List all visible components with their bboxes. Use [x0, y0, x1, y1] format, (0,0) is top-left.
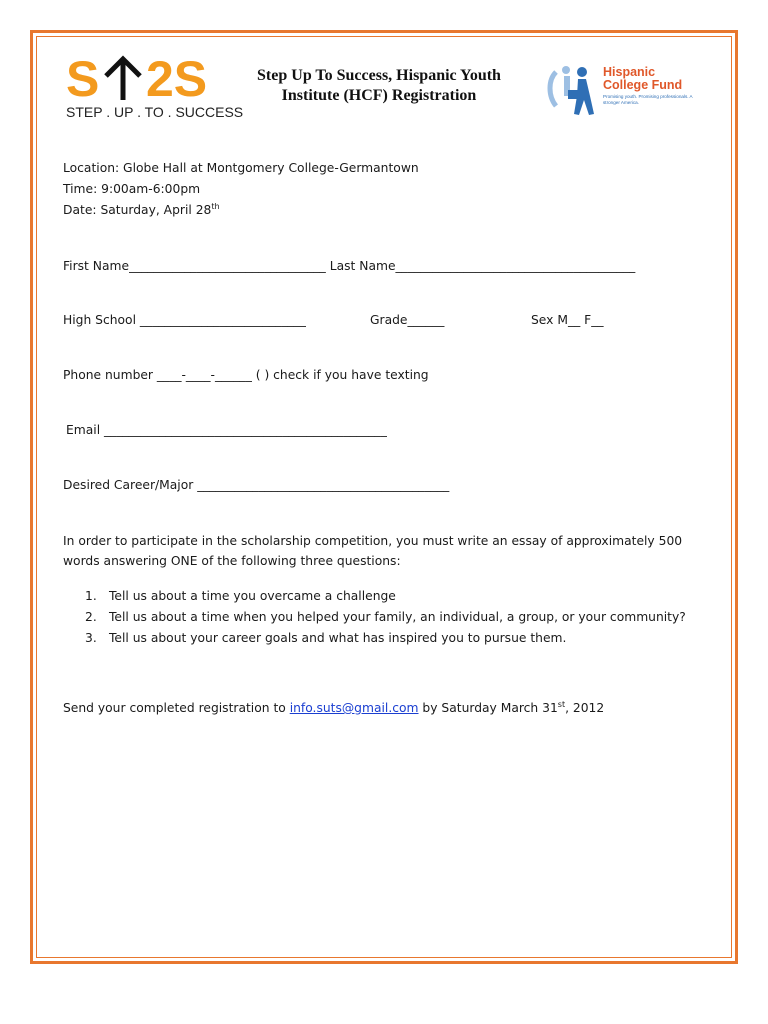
essay-question-text: Tell us about your career goals and what has inspired you to pursue them.	[109, 631, 567, 645]
suts-logo-tagline: STEP . UP . TO . SUCCESS	[66, 104, 244, 120]
email-field[interactable]: Email ______________________________________________	[66, 423, 387, 437]
essay-question-number: 2.	[85, 610, 97, 624]
submission-year: , 2012	[565, 701, 605, 715]
suts-logo	[66, 54, 244, 124]
hcf-logo	[546, 62, 706, 120]
high-school-field[interactable]: High School ___________________________	[63, 313, 306, 327]
suts-logo-letters-2s: 2S	[146, 54, 208, 102]
essay-question-text: Tell us about a time when you helped your family, an individual, a group, or your community?	[109, 610, 686, 624]
event-date-text: Date: Saturday, April 28	[63, 203, 212, 217]
arrow-up-icon	[106, 59, 140, 100]
event-location: Location: Globe Hall at Montgomery College-Germantown	[63, 161, 419, 175]
essay-question-text: Tell us about a time you overcame a challenge	[109, 589, 396, 603]
event-time: Time: 9:00am-6:00pm	[63, 182, 201, 196]
page-title-line2: Institute (HCF) Registration	[281, 87, 477, 104]
submission-deadline: by Saturday March 31	[418, 701, 558, 715]
essay-question-number: 3.	[85, 631, 97, 645]
name-fields[interactable]: First Name________________________________ Last Name_______________________________________	[63, 259, 636, 273]
sex-field[interactable]: Sex M__ F__	[531, 313, 604, 327]
contact-email-link[interactable]: info.suts@gmail.com	[289, 701, 419, 715]
event-date-suffix: th	[211, 202, 220, 211]
essay-question	[63, 586, 713, 607]
page-title-line1: Step Up To Success, Hispanic Youth	[257, 67, 501, 84]
submission-prefix: Send your completed registration to	[63, 701, 290, 715]
page-title	[236, 66, 522, 106]
essay-question-number: 1.	[85, 589, 97, 603]
essay-questions	[63, 586, 713, 649]
grade-field[interactable]: Grade______	[370, 313, 445, 327]
submission-instructions	[63, 700, 604, 716]
hcf-logo-name-line1: Hispanic	[603, 65, 656, 79]
suts-logo-mark	[66, 54, 226, 102]
submission-deadline-suffix: st	[557, 700, 566, 709]
hcf-logo-name	[603, 66, 682, 92]
essay-instructions-line2: words answering ONE of the following three questions:	[63, 554, 401, 568]
essay-instructions	[63, 531, 703, 571]
phone-field[interactable]: Phone number ____-____-______ ( ) check if you have texting	[63, 368, 429, 382]
event-date	[63, 202, 220, 218]
hcf-logo-name-line2: College Fund	[603, 78, 683, 92]
essay-instructions-line1: In order to participate in the scholarship competition, you must write an essay of approximately 500	[63, 534, 683, 548]
career-field[interactable]: Desired Career/Major _________________________________________	[63, 478, 450, 492]
suts-logo-letter-s: S	[66, 54, 100, 102]
hcf-figures-icon	[546, 62, 602, 120]
essay-question	[63, 607, 713, 628]
essay-question	[63, 628, 713, 649]
hcf-logo-tagline: Promising youth. Promising professionals. A stronger America.	[603, 94, 693, 105]
